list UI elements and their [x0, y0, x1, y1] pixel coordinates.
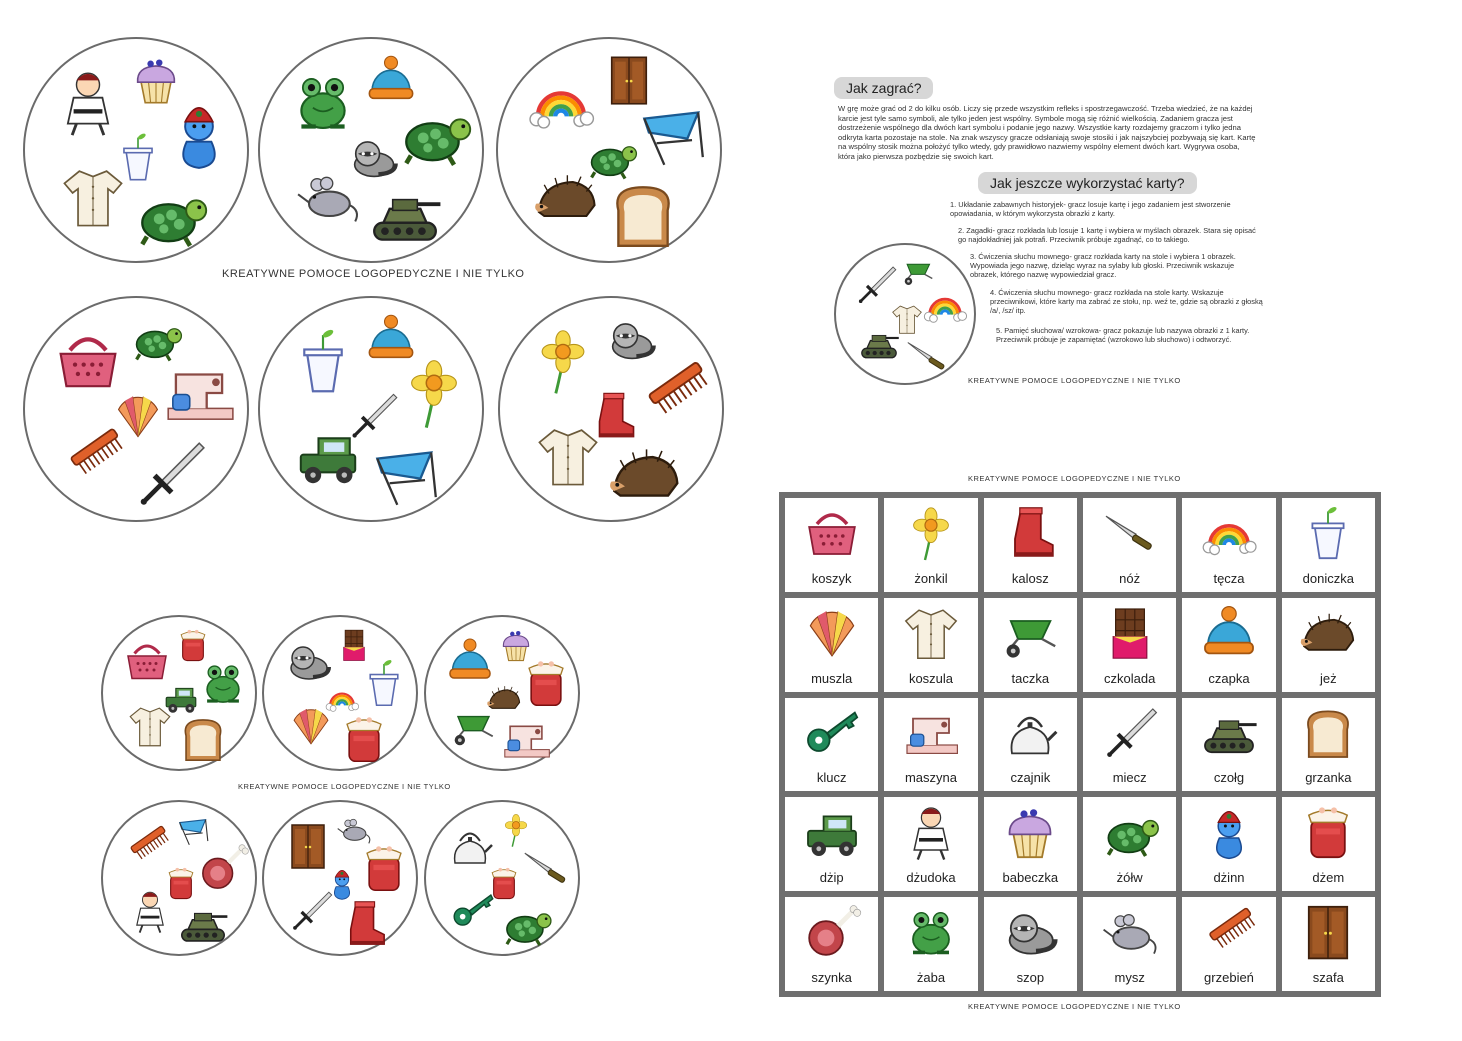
vocabulary-label: dżudoka [906, 870, 956, 886]
vocabulary-label: szafa [1312, 970, 1344, 985]
flower-pot-icon [1282, 502, 1375, 564]
tank-icon [177, 898, 230, 951]
symbol-card [498, 296, 724, 522]
key-icon [785, 702, 878, 764]
seashell-icon [288, 703, 335, 750]
vocabulary-card [1083, 698, 1176, 792]
comb-icon [122, 821, 172, 871]
jam-jar-icon [520, 657, 573, 710]
vocabulary-label: babeczka [1002, 870, 1059, 886]
footer-text-grid-top: KREATYWNE POMOCE LOGOPEDYCZNE I NIE TYLKO [968, 474, 1181, 483]
judoka-icon [127, 888, 174, 935]
vocabulary-grid [779, 492, 1381, 997]
example-symbol-card [834, 243, 976, 385]
wheelbarrow-icon [984, 602, 1077, 664]
vocabulary-label: koszula [908, 670, 954, 686]
vocabulary-card [984, 897, 1077, 991]
vocabulary-card [1083, 897, 1176, 991]
jeep-icon [785, 801, 878, 863]
vocabulary-card [984, 498, 1077, 592]
rainbow-icon [1182, 502, 1275, 564]
vocabulary-label: miecz [1112, 770, 1147, 786]
kettle-icon [984, 702, 1077, 764]
vocabulary-card [785, 698, 878, 792]
flower-pot-icon [287, 325, 359, 397]
vocabulary-card [785, 897, 878, 991]
rain-boot-icon [984, 502, 1077, 564]
sewing-machine-icon [884, 702, 977, 764]
daffodil-icon [527, 325, 599, 397]
toast-icon [605, 177, 682, 254]
flower-pot-icon [358, 657, 411, 710]
vocabulary-label: czkolada [1104, 670, 1156, 686]
vocabulary-card [1182, 598, 1275, 692]
vocabulary-label: koszyk [811, 570, 852, 586]
footer-text-small: KREATYWNE POMOCE LOGOPEDYCZNE I NIE TYLKO [238, 782, 451, 791]
vocabulary-label: muszla [811, 670, 853, 686]
vocabulary-card [1282, 498, 1375, 592]
tank-icon [367, 177, 444, 254]
vocabulary-label: czapka [1208, 670, 1250, 686]
vocabulary-label: nóż [1119, 570, 1141, 586]
vocabulary-card [1182, 897, 1275, 991]
vocabulary-label: czajnik [1010, 770, 1051, 786]
play-instructions: W grę może grać od 2 do kilku osób. Liczy się przede wszystkim refleks i spostrzegawczość. Trzeba wiedzieć, że na każdej karcie jest tyle samo symboli, ale tylko jeden jest wspólny. Symbole mogą się różnić wielkością. Zadaniem gracza jest dostrzeżenie wspólnego dla dwóch kart symbolu i podanie jego nazwy. Wszystkie karty rozdajemy graczom i tylko jedna odkryta karta pozostaje na stole. Na znak wszyscy gracze odsłaniają swoje stosiki i jak najszybciej pozbywają się kart. Kartę na wspólny stosik można położyć tylko wtedy, gdy prawidłowo nazwiemy wspólny element dwóch kart. Wygrywa osoba, która jako pierwsza pozbędzie się swoich kart. [838, 104, 1256, 161]
vocabulary-card [884, 598, 977, 692]
frog-icon [197, 657, 250, 710]
vocabulary-card [884, 698, 977, 792]
vocabulary-label: jeż [1320, 670, 1337, 686]
vocabulary-label: żaba [916, 970, 946, 985]
vocabulary-card [884, 897, 977, 991]
comb-icon [1182, 901, 1275, 963]
knife-icon [1083, 502, 1176, 564]
cupcake-icon [984, 801, 1077, 863]
symbol-card-small [424, 615, 580, 771]
hedgehog-icon [1282, 602, 1375, 664]
mouse-icon [1083, 901, 1176, 963]
symbol-card [496, 37, 722, 263]
beanie-hat-icon [445, 636, 495, 686]
rule-item: 5. Pamięć słuchowa/ wzrokowa- gracz pokazuje lub nazywa obrazki z 1 karty. Przeciwnik próbuje je zapamiętać (wzrokowo lub słuchowo) i odtworzyć. [996, 326, 1250, 344]
vocabulary-label: żonkil [914, 570, 948, 586]
symbol-card [23, 37, 249, 263]
daffodil-icon [884, 502, 977, 564]
deckchair-icon [367, 436, 444, 513]
jam-jar-icon [358, 842, 411, 895]
wardrobe-icon [283, 821, 333, 871]
sewing-machine-icon [161, 355, 238, 432]
symbol-card-small [101, 615, 257, 771]
beanie-hat-icon [1182, 602, 1275, 664]
vocabulary-label: doniczka [1302, 570, 1354, 586]
rule-item: 1. Układanie zabawnych historyjek- gracz losuje kartę i jego zadaniem jest stworzenie opowiadania, w którym wykorzysta obrazki z karty. [950, 200, 1231, 218]
footer-text: KREATYWNE POMOCE LOGOPEDYCZNE I NIE TYLKO [222, 268, 525, 280]
sword-icon [1083, 702, 1176, 764]
vocabulary-card [1083, 598, 1176, 692]
rainbow-icon [525, 66, 597, 138]
symbol-card-small [262, 615, 418, 771]
vocabulary-label: grzebień [1204, 970, 1254, 985]
raccoon-icon [283, 636, 333, 686]
deckchair-icon [634, 96, 711, 173]
kettle-icon [445, 821, 495, 871]
heading-how-to-play: Jak zagrać? [834, 77, 933, 99]
comb-icon [636, 355, 713, 432]
vocabulary-card [984, 598, 1077, 692]
shirt-icon [59, 163, 127, 231]
rule-item: 3. Ćwiczenia słuchu mownego- gracz rozkłada karty na stole i wybiera 1 obrazek. Wypowiada jego nazwę, dzieląc wyraz na sylaby lub głoski. Przeciwnik wskazuje obrazek, którego nazwę wypowiedział gracz. [970, 252, 1236, 279]
symbol-card-small [101, 800, 257, 956]
vocabulary-label: dżip [819, 870, 844, 886]
symbol-card [258, 296, 484, 522]
frog-icon [884, 901, 977, 963]
judoka-icon [52, 66, 124, 138]
sword-icon [854, 263, 899, 308]
rainbow-icon [921, 281, 969, 329]
vocabulary-label: tęcza [1213, 570, 1245, 586]
rule-item: 4. Ćwiczenia słuchu mownego- gracz rozkłada na stole karty. Wskazuje przeciwnikowi, które karty ma zabrać ze stołu, np. weź te, gdzie są obrazki z głoską /a/, /sz/ itp. [990, 288, 1263, 315]
wardrobe-icon [1282, 901, 1375, 963]
ham-icon [785, 901, 878, 963]
sword-icon [288, 888, 335, 935]
vocabulary-label: maszyna [904, 770, 957, 786]
rule-item: 2. Zagadki- gracz rozkłada lub losuje 1 kartę i wybiera w myślach obrazek. Stara się opisać go najdokładniej jak potrafi. Przeciwnik próbuje zgadnąć, co to takiego. [958, 226, 1256, 244]
tank-icon [1182, 702, 1275, 764]
basket-icon [785, 502, 878, 564]
footer-text-instructions: KREATYWNE POMOCE LOGOPEDYCZNE I NIE TYLKO [968, 376, 1181, 385]
turtle-icon [132, 177, 209, 254]
turtle-icon [1083, 801, 1176, 863]
knife-icon [520, 842, 573, 895]
shirt-icon [884, 602, 977, 664]
sewing-machine-icon [500, 713, 553, 766]
vocabulary-label: dżinn [1213, 870, 1245, 886]
vocabulary-card [984, 797, 1077, 891]
vocabulary-label: czołg [1213, 770, 1245, 786]
wheelbarrow-icon [450, 703, 497, 750]
jam-jar-icon [338, 713, 391, 766]
sword-icon [132, 436, 209, 513]
vocabulary-card [785, 797, 878, 891]
basket-icon [122, 636, 172, 686]
ham-icon [197, 842, 250, 895]
frog-icon [287, 66, 359, 138]
vocabulary-label: taczka [1011, 670, 1050, 686]
hedgehog-icon [607, 436, 684, 513]
tank-icon [858, 323, 901, 366]
vocabulary-card [785, 598, 878, 692]
vocabulary-card [884, 797, 977, 891]
raccoon-icon [984, 901, 1077, 963]
toast-icon [177, 713, 230, 766]
vocabulary-card [1083, 498, 1176, 592]
vocabulary-label: szop [1016, 970, 1045, 985]
seashell-icon [785, 602, 878, 664]
symbol-card-small [424, 800, 580, 956]
key-icon [450, 888, 497, 935]
shirt-icon [534, 422, 602, 490]
vocabulary-card [1282, 897, 1375, 991]
judoka-icon [884, 801, 977, 863]
turtle-icon [396, 96, 473, 173]
vocabulary-label: dżem [1312, 870, 1345, 886]
vocabulary-card [1282, 797, 1375, 891]
mouse-icon [294, 163, 362, 231]
vocabulary-card [785, 498, 878, 592]
toast-icon [1282, 702, 1375, 764]
genie-icon [1182, 801, 1275, 863]
vocabulary-card [1282, 698, 1375, 792]
hedgehog-icon [532, 163, 600, 231]
vocabulary-card [1182, 797, 1275, 891]
chocolate-icon [1083, 602, 1176, 664]
vocabulary-card [884, 498, 977, 592]
vocabulary-label: kalosz [1011, 570, 1049, 586]
comb-icon [59, 422, 127, 490]
vocabulary-label: żółw [1116, 870, 1143, 886]
genie-icon [161, 96, 238, 173]
vocabulary-label: grzanka [1305, 770, 1352, 786]
vocabulary-card [1282, 598, 1375, 692]
knife-icon [903, 332, 951, 380]
symbol-card [23, 296, 249, 522]
jam-jar-icon [1282, 801, 1375, 863]
symbol-card-small [262, 800, 418, 956]
vocabulary-label: szynka [811, 970, 852, 985]
turtle-icon [500, 898, 553, 951]
shirt-icon [127, 703, 174, 750]
rain-boot-icon [338, 898, 391, 951]
heading-more-uses: Jak jeszcze wykorzystać karty? [978, 172, 1197, 194]
vocabulary-label: mysz [1114, 970, 1145, 985]
vocabulary-card [1083, 797, 1176, 891]
symbol-card [258, 37, 484, 263]
vocabulary-card [984, 698, 1077, 792]
jeep-icon [294, 422, 362, 490]
daffodil-icon [396, 355, 473, 432]
basket-icon [52, 325, 124, 397]
footer-text-grid-bottom: KREATYWNE POMOCE LOGOPEDYCZNE I NIE TYLKO [968, 1002, 1181, 1011]
vocabulary-card [1182, 498, 1275, 592]
vocabulary-card [1182, 698, 1275, 792]
vocabulary-label: klucz [816, 770, 847, 786]
